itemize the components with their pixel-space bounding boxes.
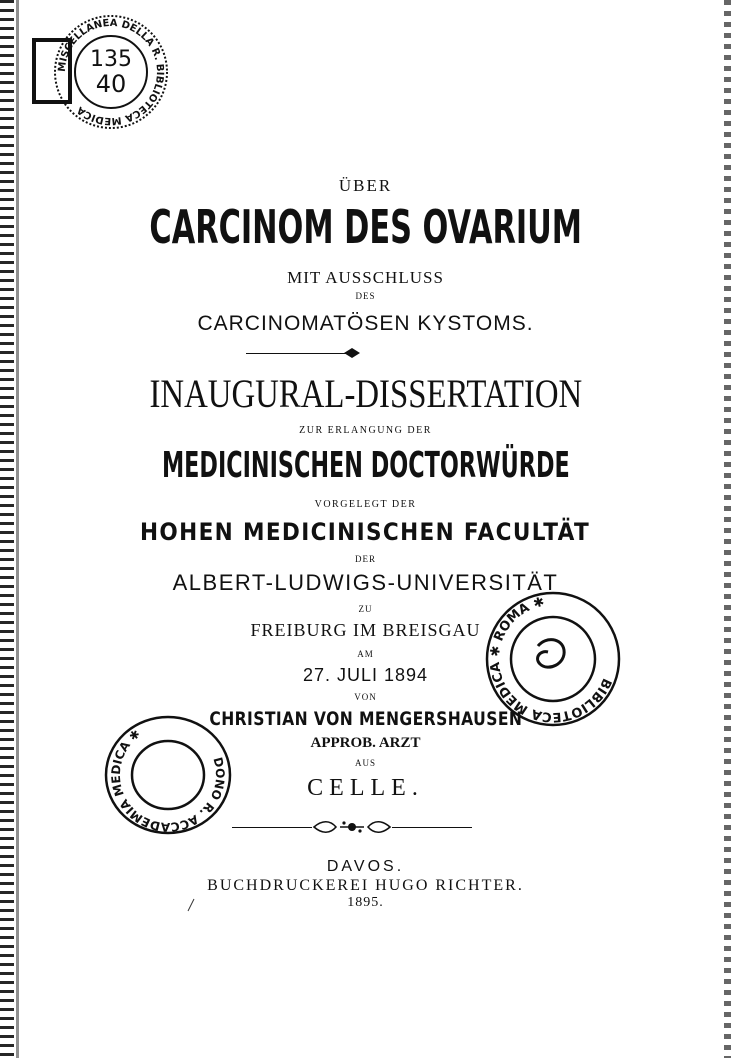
stamp-ring-text-top-left: MISCELLANEA DELLA R. BIBLIOTECA MEDICA xyxy=(56,17,166,127)
text-zu: ZU xyxy=(358,604,373,614)
title-mit-ausschluss: MIT AUSSCHLUSS xyxy=(287,268,444,287)
text-hometown: CELLE. xyxy=(307,775,424,801)
text-date: 27. JULI 1894 xyxy=(302,665,429,685)
text-doctorwuerde: MEDICINISCHEN DOCTORWÜRDE xyxy=(161,445,570,486)
text-von: VON xyxy=(354,692,377,702)
text-aus: AUS xyxy=(354,758,376,768)
text-vorgelegt: VORGELEGT DER xyxy=(314,499,417,510)
text-zur-erlangung: ZUR ERLANGUNG DER xyxy=(299,425,432,436)
stamp-ring-text-left: DONO R. ACCADEMIA MEDICA ✱ xyxy=(108,726,228,835)
text-faculty: HOHEN MEDICINISCHEN FACULTÄT xyxy=(140,518,591,546)
stamp-ring-text-right: BIBLIOTECA MEDICA ✱ ROMA ✱ xyxy=(487,594,614,725)
ornament-icon xyxy=(312,818,392,836)
faculty-wrap xyxy=(0,518,731,546)
text-am: AM xyxy=(357,649,374,659)
stamp-number-bottom: 40 xyxy=(95,70,127,98)
title-des: DES xyxy=(355,291,376,301)
stamp-number-top: 135 xyxy=(90,47,132,72)
title-kystoms: CARCINOMATÖSEN KYSTOMS. xyxy=(197,312,534,335)
library-stamp-top-left xyxy=(26,12,176,132)
doctor-wrap xyxy=(0,445,731,486)
ornament-rule-right xyxy=(392,827,472,828)
text-university: ALBERT-LUDWIGS-UNIVERSITÄT xyxy=(172,570,559,595)
divider-rule-1 xyxy=(246,353,346,354)
imprint-printer: BUCHDRUCKEREI HUGO RICHTER. xyxy=(207,877,524,894)
text-approb-arzt: APPROB. ARZT xyxy=(310,735,421,751)
text-der: DER xyxy=(355,554,376,564)
imprint-year: 1895. xyxy=(347,895,384,910)
donor-stamp-left xyxy=(100,712,236,838)
imprint-place: DAVOS. xyxy=(326,858,405,875)
title-main: CARCINOM DES OVARIUM xyxy=(149,200,582,254)
text-city: FREIBURG IM BREISGAU xyxy=(250,620,481,640)
dissertation-heading: INAUGURAL-DISSERTATION xyxy=(149,371,582,416)
ornament-rule-left xyxy=(232,827,312,828)
library-stamp-right xyxy=(478,584,628,734)
title-main-wrap xyxy=(0,200,731,254)
title-uber: ÜBER xyxy=(338,176,393,195)
divider-diamond xyxy=(344,347,360,359)
dissertation-heading-wrap xyxy=(0,370,731,417)
text-author: CHRISTIAN VON MENGERSHAUSEN xyxy=(208,708,523,730)
stray-mark xyxy=(186,898,196,912)
